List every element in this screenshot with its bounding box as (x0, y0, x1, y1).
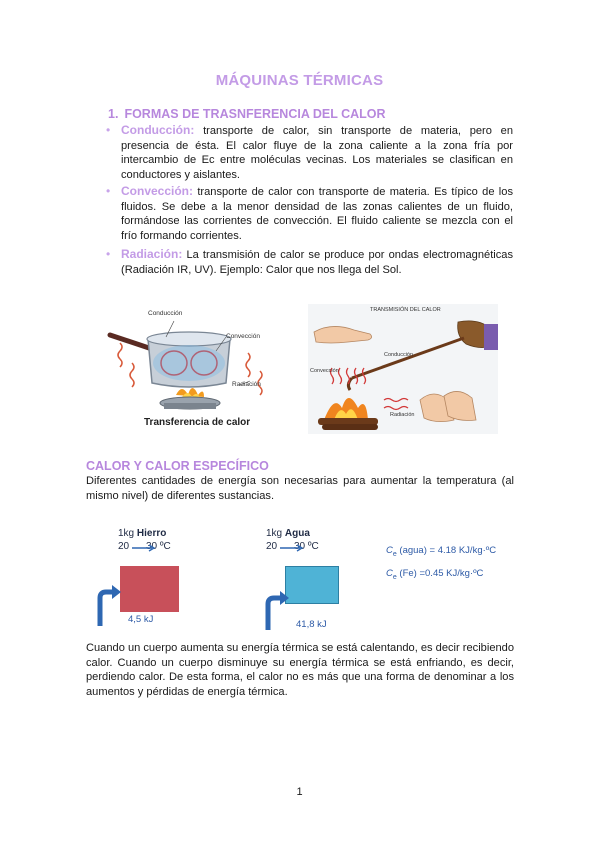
water-temp-end: 30 ºC (294, 541, 319, 552)
arrow-right-icon (132, 544, 156, 552)
ce-subscript: e (392, 573, 397, 581)
water-label-name: Agua (284, 528, 310, 539)
term-radiacion: Radiación: (121, 247, 183, 261)
ce-symbol: C (386, 545, 393, 556)
item-text: transporte de calor con transporte de materia. Es típico de los fluidos. Se debe a la menor densidad de las zonas calientes de un fluido, formándose las corrientes de convección. El fluido caliente se mezcla con el frío formando corrientes. (121, 186, 513, 242)
item-text: La transmisión de calor se produce por ondas electromagnéticas (Radiación IR, UV). Ejemplo: Calor que nos llega del Sol. (121, 249, 513, 276)
ce-subscript: e (392, 550, 397, 558)
figure-heat-transfer-pot (104, 305, 276, 435)
water-block (285, 566, 339, 604)
arrow-right-icon (280, 544, 304, 552)
list-item-conveccion (121, 184, 513, 243)
water-label-prefix: 1kg (266, 528, 285, 539)
label-radiacion: Radiación (390, 412, 415, 418)
water-temp-start: 20 (266, 541, 278, 552)
pot-illustration (104, 305, 276, 435)
heat-input-arrow-icon (262, 590, 290, 630)
term-conveccion: Convección: (121, 184, 194, 198)
ce-water-text: (agua) = 4.18 KJ/kg·ºC (396, 545, 497, 556)
ce-symbol: C (386, 568, 393, 579)
iron-temp-end: 30 ºC (146, 541, 171, 552)
iron-label (118, 528, 166, 539)
label-conduccion: Conducción (148, 310, 183, 317)
iron-label-name: Hierro (136, 528, 167, 539)
water-energy: 41,8 kJ (296, 619, 327, 630)
ce-iron-text: (Fe) =0.45 KJ/kg·ºC (396, 568, 484, 579)
closing-paragraph: Cuando un cuerpo aumenta su energía térmica se está calentando, es decir recibiendo calor. Cuando un cuerpo disminuye su energía térmica se está enfriando, es decir, perdiendo calor. De esta forma, el calor no es más que una forma de denominar a los aumentos y pérdidas de energía térmica. (86, 642, 514, 698)
label-conveccion: Convección (310, 368, 339, 374)
section-number: 1. (108, 107, 119, 121)
water-label (266, 528, 310, 539)
list-item-conduccion (121, 123, 513, 182)
term-conduccion: Conducción: (121, 123, 195, 137)
label-conveccion: Convección (226, 333, 260, 340)
specific-heat-water (386, 545, 496, 558)
label-conduccion: Conducción (384, 352, 414, 358)
section-heading-1 (108, 107, 386, 121)
bullet-icon: • (106, 123, 111, 137)
iron-temp-start: 20 (118, 541, 130, 552)
iron-label-prefix: 1kg (118, 528, 137, 539)
section-heading-2: CALOR Y CALOR ESPECÍFICO (86, 459, 269, 473)
label-radiacion: Radiación (232, 381, 261, 388)
bullet-icon: • (106, 184, 111, 198)
iron-block (120, 566, 179, 612)
figure-heat-transmission (308, 304, 498, 434)
bullet-icon: • (106, 247, 111, 261)
iron-energy: 4,5 kJ (128, 614, 154, 625)
section2-intro: Diferentes cantidades de energía son necesarias para aumentar la temperatura (al mismo nivel) de diferentes sustancias. (86, 475, 514, 502)
list-item-radiacion (121, 247, 513, 277)
page-title: MÁQUINAS TÉRMICAS (215, 72, 384, 89)
page-number: 1 (296, 786, 303, 798)
figure2-title: TRANSMISIÓN DEL CALOR (370, 307, 441, 313)
figure-caption: Transferencia de calor (144, 417, 251, 428)
item-text: transporte de calor, sin transporte de materia, pero en presencia de ésta. El calor fluye de la zona caliente a la zona fría por intercambio de Ec entre moléculas vecinas. Los materiales se clasifican en conductores y aislantes. (121, 125, 513, 181)
specific-heat-iron (386, 568, 483, 581)
heat-input-arrow-icon (94, 582, 122, 626)
section-title: FORMAS DE TRASNFERENCIA DEL CALOR (124, 107, 386, 121)
